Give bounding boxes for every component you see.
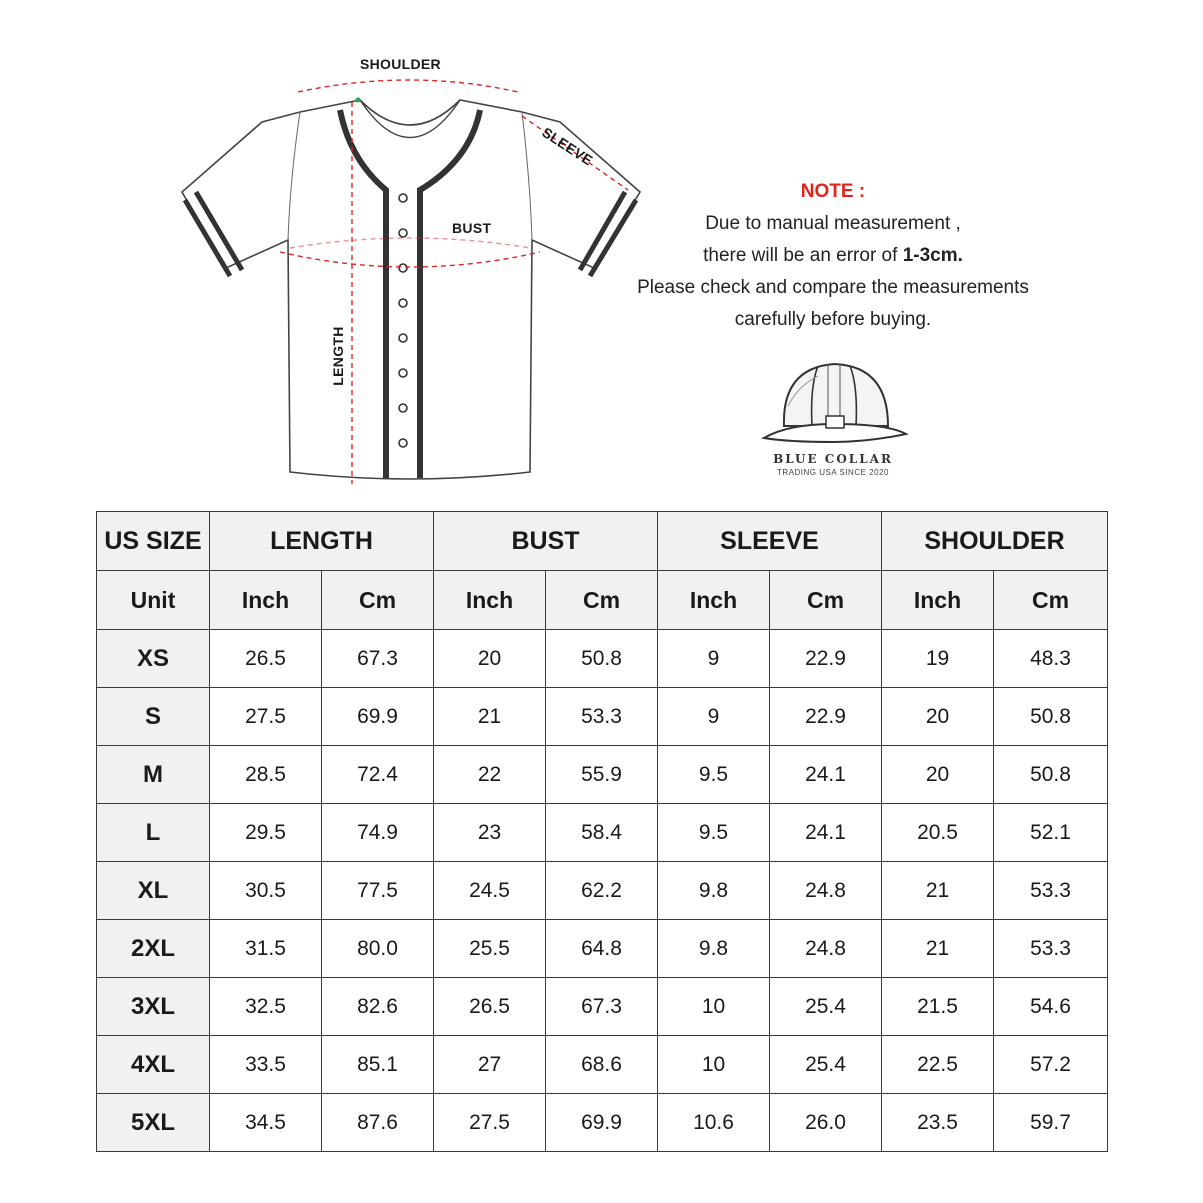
- sleeve-inch-cell: 9.5: [658, 746, 770, 804]
- sleeve-inch-cell: 10: [658, 978, 770, 1036]
- note-line-3: Please check and compare the measurements: [637, 277, 1029, 298]
- header-length: LENGTH: [210, 512, 434, 571]
- shoulder-inch-cell: 22.5: [882, 1036, 994, 1094]
- table-row: [97, 1094, 1108, 1152]
- unit-inch: Inch: [434, 571, 546, 630]
- note-line-4: carefully before buying.: [734, 309, 932, 330]
- table-row: [97, 630, 1108, 688]
- bust-inch-cell: 26.5: [434, 978, 546, 1036]
- table-row: [97, 804, 1108, 862]
- hard-hat-icon: [748, 346, 918, 450]
- size-cell: XL: [97, 862, 210, 920]
- bust-inch-cell: 23: [434, 804, 546, 862]
- unit-cm: Cm: [322, 571, 434, 630]
- bust-cm-cell: 50.8: [546, 630, 658, 688]
- shoulder-cm-cell: 52.1: [994, 804, 1108, 862]
- header-sleeve: SLEEVE: [658, 512, 882, 571]
- sleeve-inch-cell: 9.8: [658, 920, 770, 978]
- measurement-note: [598, 176, 1068, 336]
- table-row: [97, 746, 1108, 804]
- bust-cm-cell: 62.2: [546, 862, 658, 920]
- sleeve-cm-cell: 24.1: [770, 746, 882, 804]
- length-inch-cell: 27.5: [210, 688, 322, 746]
- sleeve-inch-cell: 10.6: [658, 1094, 770, 1152]
- sleeve-inch-cell: 9.5: [658, 804, 770, 862]
- bust-cm-cell: 58.4: [546, 804, 658, 862]
- size-cell: 3XL: [97, 978, 210, 1036]
- shoulder-cm-cell: 57.2: [994, 1036, 1108, 1094]
- shoulder-inch-cell: 23.5: [882, 1094, 994, 1152]
- bust-inch-cell: 20: [434, 630, 546, 688]
- shoulder-cm-cell: 48.3: [994, 630, 1108, 688]
- sleeve-inch-cell: 10: [658, 1036, 770, 1094]
- table-header-row: [97, 512, 1108, 571]
- shoulder-inch-cell: 21: [882, 920, 994, 978]
- bust-cm-cell: 64.8: [546, 920, 658, 978]
- size-cell: L: [97, 804, 210, 862]
- note-error-range: 1-3cm.: [902, 245, 963, 266]
- unit-label: Unit: [97, 571, 210, 630]
- sleeve-cm-cell: 22.9: [770, 630, 882, 688]
- sleeve-inch-cell: 9.8: [658, 862, 770, 920]
- note-title: NOTE :: [800, 181, 866, 202]
- bust-inch-cell: 24.5: [434, 862, 546, 920]
- bust-cm-cell: 53.3: [546, 688, 658, 746]
- length-inch-cell: 34.5: [210, 1094, 322, 1152]
- sleeve-cm-cell: 24.8: [770, 862, 882, 920]
- shoulder-cm-cell: 53.3: [994, 920, 1108, 978]
- bust-cm-cell: 55.9: [546, 746, 658, 804]
- size-cell: XS: [97, 630, 210, 688]
- size-cell: S: [97, 688, 210, 746]
- sleeve-cm-cell: 26.0: [770, 1094, 882, 1152]
- shoulder-cm-cell: 59.7: [994, 1094, 1108, 1152]
- note-line-2: [598, 240, 1068, 272]
- length-cm-cell: 67.3: [322, 630, 434, 688]
- unit-inch: Inch: [882, 571, 994, 630]
- brand-tagline: TRADING USA SINCE 2020: [777, 468, 889, 477]
- sleeve-cm-cell: 25.4: [770, 1036, 882, 1094]
- length-cm-cell: 69.9: [322, 688, 434, 746]
- unit-inch: Inch: [210, 571, 322, 630]
- bust-inch-cell: 27: [434, 1036, 546, 1094]
- note-line-1: Due to manual measurement ,: [705, 213, 961, 234]
- table-row: [97, 978, 1108, 1036]
- length-inch-cell: 30.5: [210, 862, 322, 920]
- unit-cm: Cm: [994, 571, 1108, 630]
- length-cm-cell: 85.1: [322, 1036, 434, 1094]
- length-cm-cell: 82.6: [322, 978, 434, 1036]
- sleeve-cm-cell: 25.4: [770, 978, 882, 1036]
- length-inch-cell: 32.5: [210, 978, 322, 1036]
- size-chart-table: [96, 511, 1108, 1152]
- size-cell: M: [97, 746, 210, 804]
- length-cm-cell: 72.4: [322, 746, 434, 804]
- bust-inch-cell: 21: [434, 688, 546, 746]
- shoulder-cm-cell: 53.3: [994, 862, 1108, 920]
- unit-cm: Cm: [546, 571, 658, 630]
- length-cm-cell: 87.6: [322, 1094, 434, 1152]
- header-us-size: US SIZE: [97, 512, 210, 571]
- bust-label: BUST: [452, 220, 492, 236]
- length-inch-cell: 29.5: [210, 804, 322, 862]
- sleeve-cm-cell: 22.9: [770, 688, 882, 746]
- bust-cm-cell: 69.9: [546, 1094, 658, 1152]
- size-cell: 4XL: [97, 1036, 210, 1094]
- shoulder-cm-cell: 50.8: [994, 746, 1108, 804]
- shoulder-inch-cell: 21: [882, 862, 994, 920]
- sleeve-label: SLEEVE: [539, 124, 596, 169]
- table-row: [97, 920, 1108, 978]
- length-inch-cell: 31.5: [210, 920, 322, 978]
- length-inch-cell: 33.5: [210, 1036, 322, 1094]
- shoulder-cm-cell: 50.8: [994, 688, 1108, 746]
- shoulder-inch-cell: 20.5: [882, 804, 994, 862]
- bust-inch-cell: 25.5: [434, 920, 546, 978]
- header-bust: BUST: [434, 512, 658, 571]
- shoulder-inch-cell: 20: [882, 688, 994, 746]
- length-inch-cell: 26.5: [210, 630, 322, 688]
- table-row: [97, 862, 1108, 920]
- brand-name: BLUE COLLAR: [773, 452, 893, 466]
- bust-inch-cell: 22: [434, 746, 546, 804]
- length-cm-cell: 77.5: [322, 862, 434, 920]
- sleeve-cm-cell: 24.8: [770, 920, 882, 978]
- size-cell: 5XL: [97, 1094, 210, 1152]
- shoulder-measure-line: [298, 80, 518, 92]
- shoulder-inch-cell: 21.5: [882, 978, 994, 1036]
- length-cm-cell: 80.0: [322, 920, 434, 978]
- brand-logo: [748, 346, 918, 486]
- length-label: LENGTH: [330, 326, 346, 386]
- sleeve-inch-cell: 9: [658, 630, 770, 688]
- bust-inch-cell: 27.5: [434, 1094, 546, 1152]
- sleeve-cm-cell: 24.1: [770, 804, 882, 862]
- shoulder-inch-cell: 20: [882, 746, 994, 804]
- unit-cm: Cm: [770, 571, 882, 630]
- shoulder-inch-cell: 19: [882, 630, 994, 688]
- shoulder-cm-cell: 54.6: [994, 978, 1108, 1036]
- table-unit-row: [97, 571, 1108, 630]
- header-shoulder: SHOULDER: [882, 512, 1108, 571]
- size-cell: 2XL: [97, 920, 210, 978]
- length-inch-cell: 28.5: [210, 746, 322, 804]
- sleeve-inch-cell: 9: [658, 688, 770, 746]
- bust-cm-cell: 68.6: [546, 1036, 658, 1094]
- bust-cm-cell: 67.3: [546, 978, 658, 1036]
- length-cm-cell: 74.9: [322, 804, 434, 862]
- table-row: [97, 1036, 1108, 1094]
- table-row: [97, 688, 1108, 746]
- shoulder-label: SHOULDER: [360, 56, 441, 72]
- unit-inch: Inch: [658, 571, 770, 630]
- note-line-2-text: there will be an error of: [703, 245, 903, 266]
